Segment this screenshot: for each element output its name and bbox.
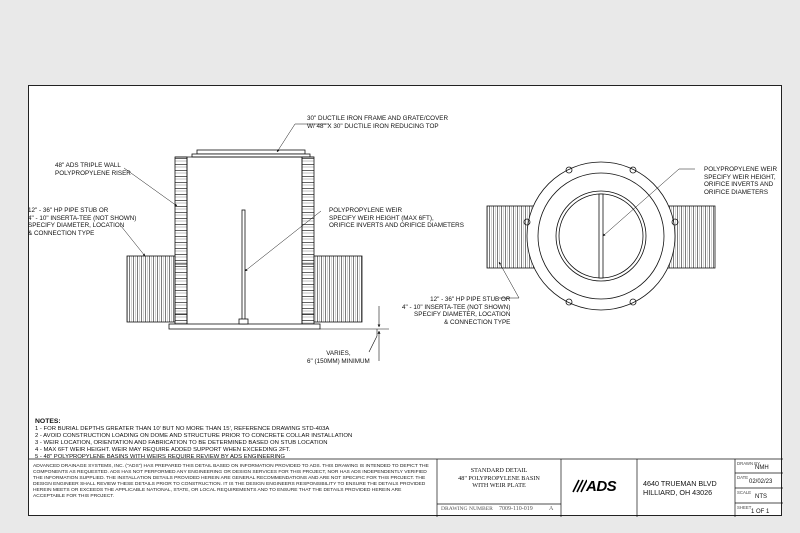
sheet-number: 1 OF 1 (751, 509, 770, 515)
drawn-by-label: DRAWN BY (737, 461, 760, 466)
callout-line: 4" - 10" INSERTA-TEE (NOT SHOWN) (28, 214, 137, 222)
note-item: 2 - AVOID CONSTRUCTION LOADING ON DOME AND STRUCTURE PRIOR TO CONCRETE COLLAR INSTALLATION (35, 433, 353, 439)
callout-line: 48" ADS TRIPLE WALL (55, 162, 121, 169)
disclaimer: ADVANCED DRAINAGE SYSTEMS, INC. ("ADS") HAS PREPARED THIS DETAIL BASED ON INFORMATION PROVIDED TO ADS. THIS DRAWING IS INTENDED TO DEPICT THE COMPONENTS AS REQUESTED. ADS HAS NOT PERFORMED ANY ENGINEERING OR DESIGN SERVICES FOR THIS PROJECT, NOR HAS ADS INDEPENDENTLY VERIFIED THE INFORMATION SUPPLIED. THE INSTALLATION DETAILS PROVIDED HEREIN ARE GENERAL RECOMMENDATIONS AND ARE NOT SPECIFIC FOR THIS PROJECT. THE DESIGN ENGINEER SHALL REVIEW THESE DETAILS PRIOR TO CONSTRUCTION. IT IS THE DESIGN ENGINEERS RESPONSIBILITY TO ENSURE THE DETAILS PROVIDED HEREIN MEETS OR EXCEEDS THE APPLICABLE NATIONAL, STATE, OR LOCAL REQUIREMENTS AND TO ENSURE THAT THE DETAILS PROVIDED HEREIN ARE ACCEPTABLE FOR THIS PROJECT. (33, 464, 429, 499)
callout-line: SPECIFY DIAMETER, LOCATION (414, 311, 511, 319)
title-line: WITH WEIR PLATE (472, 482, 526, 490)
elevation-view (127, 150, 362, 329)
callout-line: 6" (150MM) MINIMUM (307, 357, 370, 365)
note-item: 5 - 48" POLYPROPYLENE BASINS WITH WEIRS REQUIRE REVIEW BY ADS ENGINEERING (35, 454, 285, 460)
riser-callout (55, 162, 131, 177)
note-item: 1 - FOR BURIAL DEPTHS GREATER THAN 10' BUT NO MORE THAN 15', REFERENCE DRAWING STD-403A (35, 426, 330, 432)
company-address (643, 479, 717, 497)
callout-line: ORIFICE INVERTS AND ORIFICE DIAMETERS (329, 222, 464, 230)
title-line: 48" POLYPROPYLENE BASIN (458, 474, 540, 482)
drawing-number: 7009-110-019 (499, 506, 533, 512)
scale-label: SCALE (737, 490, 752, 495)
callout-line: SPECIFY WEIR HEIGHT (MAX 6FT), (329, 214, 434, 222)
callout-line: 4" - 10" INSERTA-TEE (NOT SHOWN) (402, 303, 511, 311)
note-item: 3 - WEIR LOCATION, ORIENTATION AND FABRICATION TO BE DETERMINED BASED ON STUB LOCATION (35, 440, 328, 446)
address-line: HILLIARD, OH 43026 (643, 488, 713, 497)
notes-title: NOTES: (35, 418, 61, 425)
date-label: DATE (737, 475, 749, 480)
weir-elevation-callout (329, 207, 464, 230)
callout-line: POLYPROPYLENE RISER (55, 169, 131, 177)
callout-line: SPECIFY WEIR HEIGHT, (704, 173, 776, 181)
callout-line: & CONNECTION TYPE (28, 229, 95, 237)
callout-line: SPECIFY DIAMETER, LOCATION (28, 222, 125, 230)
frame-cover-callout (307, 115, 448, 130)
drawing-title (437, 467, 561, 490)
address-line: 4640 TRUEMAN BLVD (643, 479, 717, 488)
pipe-stub-elevation-callout (28, 207, 136, 237)
varies-callout (307, 350, 370, 365)
callout-line: 30" DUCTILE IRON FRAME AND GRATE/COVER (307, 115, 449, 122)
callout-line: ORIFICE DIAMETERS (704, 188, 769, 196)
drawn-by: NMH (755, 465, 769, 471)
callout-line: 12" - 36" HP PIPE STUB OR (28, 207, 109, 214)
callout-line: POLYPROPYLENE WEIR (329, 207, 403, 214)
callout-line: W/ 48" X 30" DUCTILE IRON REDUCING TOP (307, 122, 439, 130)
note-item: 4 - MAX 6FT WEIR HEIGHT. WEIR MAY REQUIRE ADDED SUPPORT WHEN EXCEEDING 2FT. (35, 447, 291, 453)
callout-line: 12" - 36" HP PIPE STUB OR (430, 296, 511, 303)
callout-line: ORIFICE INVERTS AND (704, 181, 774, 189)
plan-view (487, 162, 715, 310)
callout-line: & CONNECTION TYPE (444, 318, 511, 326)
weir-plan-callout (704, 166, 777, 196)
title-line: STANDARD DETAIL (470, 467, 528, 474)
drawing-number-label: DRAWING NUMBER (441, 506, 493, 512)
callout-line: POLYPROPYLENE WEIR (704, 166, 778, 173)
sheet-label: SHEET (737, 505, 752, 510)
scale: NTS (755, 494, 767, 500)
revision: A (549, 506, 554, 512)
ads-logo-stripes-icon (569, 478, 587, 494)
callout-line: VARIES, (326, 350, 351, 357)
pipe-stub-plan-callout (402, 296, 510, 326)
drawing-sheet (28, 85, 782, 516)
date: 02/02/23 (749, 479, 773, 485)
ads-logo: ADS (586, 478, 617, 495)
